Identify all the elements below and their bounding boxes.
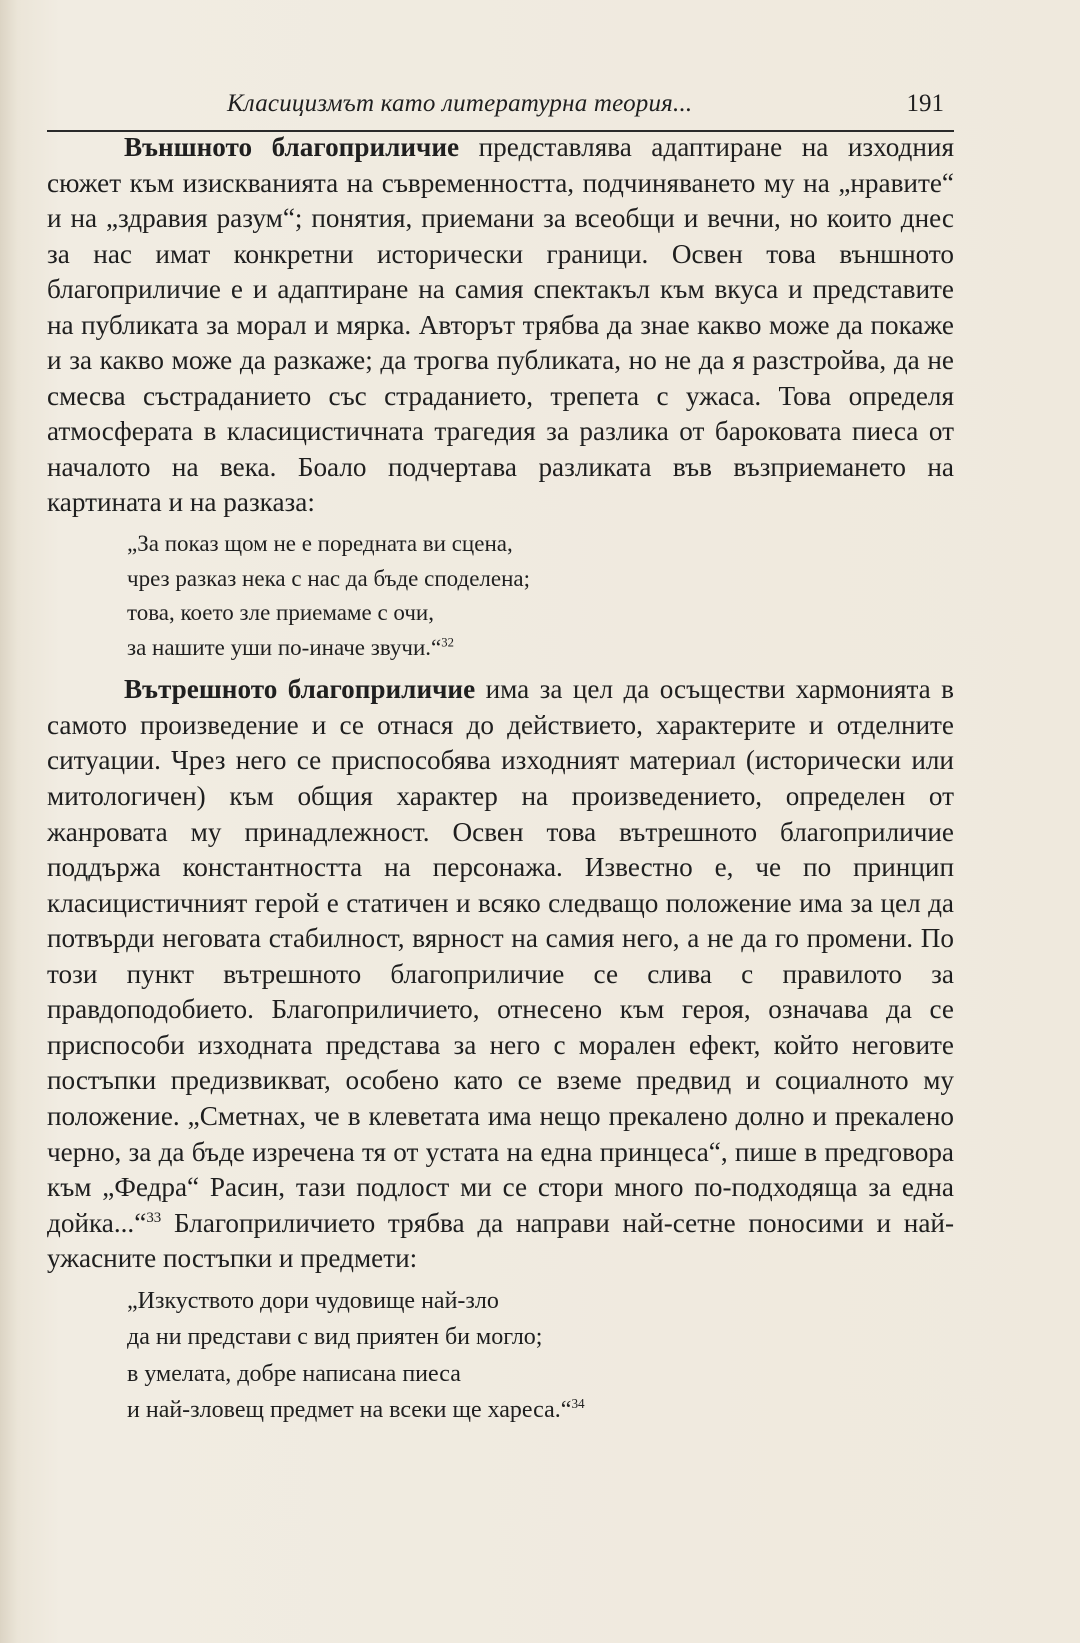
verse-line-text: за нашите уши по-иначе звучи.“	[127, 634, 442, 660]
paragraph-text: представлява адаптиране на изходния сюжет към изискванията на съвременността, подчиняването му на „нравите“ и на „здравия разум“; понятия, приемани за всеобщи и вечни, но които днес за нас имат конкретни исторически граници. Освен това външното благоприличие е и адаптиране на самия спектакъл към вкуса и представите на публиката за морал и мярка. Авторът трябва да знае какво може да покаже и за какво може да разкаже; да трогва публиката, но не да я разстройва, да не смесва състраданието със страданието, трепета с ужаса. Това определя атмосферата в класицистичната трагедия за разлика от бароковата пиеса от началото на века. Боало подчертава разликата във възприемането на картината и на разказа:	[47, 132, 954, 518]
verse-line: в умелата, добре написана пиеса	[127, 1360, 461, 1387]
footnote-ref-33: 33	[146, 1209, 162, 1226]
verse-line	[127, 1392, 954, 1429]
paragraph-text: има за цел да осъществи хармонията в самото произведение и се отнася до действието, характерите и отделните ситуации. Чрез него се приспособява изходният материал (исторически или митологичен) към общия характер на произведението, определен от жанровата му принадлежност. Освен това вътрешното благоприличие поддържа константността на персонажа. Известно е, че по принцип класицистичният герой е статичен и всяко следващо положение има за цел да потвърди неговата стабилност, вярност на самия него, а не да го промени. По този пункт вътрешното благоприличие се слива с правилото за правдоподобието. Благоприличието, отнесено към героя, означава да се приспособи изходната представа за него с морален ефект, който неговите постъпки предизвикват, особено като се вземе предвид и социалното му положение. „Сметнах, че в клеветата има нещо прекалено долно и прекалено черно, за да бъде изречена тя от устата на една принцеса“, пише в предговора към „Федра“ Расин, тази подлост ми се стори много по-подходяща за една дойка...“	[47, 674, 954, 1238]
verse-line: „Изкуството дори чудовище най-зло	[127, 1287, 499, 1314]
verse-line: чрез разказ нека с нас да бъде споделена;	[127, 565, 530, 591]
paragraph-internal-decorum	[47, 672, 954, 1276]
paragraph-text-continued: Благоприличието трябва да направи най-сетне поносими и най-ужасните постъпки и предмети:	[47, 1207, 954, 1274]
term-external-decorum: Външното благоприличие	[124, 132, 460, 162]
verse-quote-boileau	[47, 521, 954, 672]
verse-line	[127, 631, 954, 666]
verse-line: да ни представи с вид приятен би могло;	[127, 1324, 543, 1351]
verse-line-text: и най-зловещ предмет на всеки ще хареса.“	[127, 1397, 572, 1424]
running-title: Класицизмът като литературна теория...	[227, 90, 693, 117]
verse-line: това, което зле приемаме с очи,	[127, 600, 434, 626]
verse-line: „За показ щом не е поредната ви сцена,	[127, 531, 513, 557]
footnote-ref-34: 34	[571, 1396, 585, 1412]
footnote-ref-32: 32	[441, 635, 454, 650]
page-number: 191	[906, 90, 944, 117]
body-text	[47, 130, 954, 1429]
running-header	[47, 84, 954, 132]
paragraph-external-decorum	[47, 130, 954, 521]
term-internal-decorum: Вътрешното благоприличие	[124, 674, 476, 705]
verse-quote-art	[47, 1277, 954, 1429]
